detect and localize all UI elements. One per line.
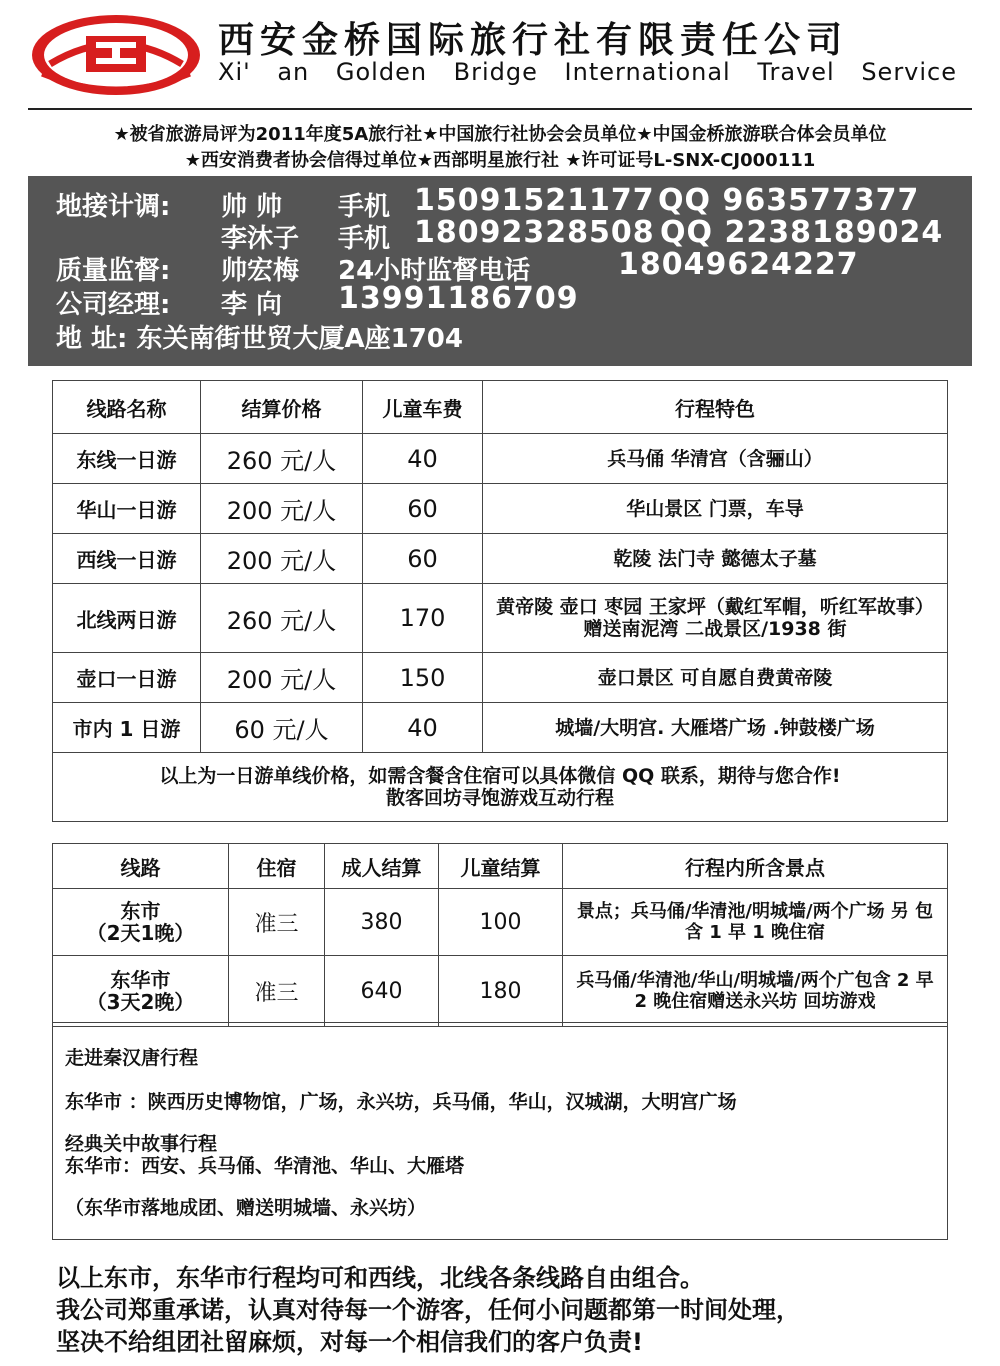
footer-statement [56, 1262, 800, 1358]
credentials [28, 122, 972, 174]
header-divider [28, 108, 972, 110]
contact-panel [28, 176, 972, 366]
table-row [53, 703, 948, 753]
route-name [53, 956, 229, 1027]
table-row [53, 584, 948, 653]
mobile-label: 手机 [338, 192, 391, 222]
credentials-line: ★被省旅游局评为2011年度5A旅行社★中国旅行社协会会员单位★中国金桥旅游联合体会员单位 [113, 124, 887, 145]
hotline-label: 24小时监督电话 [338, 256, 531, 286]
column-header: 线路名称 [53, 381, 201, 434]
route-title: 东华市 [110, 968, 171, 992]
price-note [53, 753, 948, 822]
route-spots: 景点；兵马俑/华清池/明城墙/两个广场 另 包含 1 早 1 晚住宿 [563, 889, 948, 956]
child-price: 100 [439, 889, 563, 956]
child-fare: 60 [363, 484, 483, 534]
qq-number: QQ 2238189024 [660, 215, 944, 250]
column-header: 行程内所含景点 [563, 844, 948, 889]
day-tours-table [52, 380, 948, 822]
company-name-cn: 西安金桥国际旅行社有限责任公司 [218, 20, 849, 61]
qq-number: QQ 963577377 [658, 183, 920, 218]
child-fare: 40 [363, 703, 483, 753]
itinerary-title: 走进秦汉唐行程 [65, 1047, 199, 1069]
route-name: 北线两日游 [53, 584, 201, 653]
route-name: 壶口一日游 [53, 653, 201, 703]
table-header-row [53, 381, 948, 434]
local-label: 地接计调: [56, 192, 171, 222]
column-header: 行程特色 [483, 381, 948, 434]
contact-name: 帅 帅 [221, 192, 283, 222]
route-name [53, 889, 229, 956]
manager-name: 李 向 [221, 290, 283, 320]
route-name: 西线一日游 [53, 534, 201, 584]
route-duration: （2天1晚） [86, 921, 195, 945]
manager-phone: 13991186709 [338, 281, 579, 316]
hotel-grade: 准三 [229, 956, 325, 1027]
route-price: 260 元/人 [201, 434, 363, 484]
adult-price: 640 [325, 956, 439, 1027]
itinerary-line: 东华市：西安、兵马俑、华清池、华山、大雁塔 [65, 1155, 465, 1177]
quality-label: 质量监督: [56, 256, 171, 286]
route-price: 200 元/人 [201, 484, 363, 534]
mobile-label: 手机 [338, 224, 391, 254]
table-row [53, 653, 948, 703]
table-row [53, 889, 948, 956]
mobile-number: 15091521177 [414, 183, 655, 218]
child-fare: 150 [363, 653, 483, 703]
route-feature: 乾陵 法门寺 懿德太子墓 [483, 534, 948, 584]
child-fare: 60 [363, 534, 483, 584]
itinerary-line: 东华市 ：陕西历史博物馆，广场，永兴坊，兵马俑，华山，汉城湖，大明宫广场 [65, 1091, 737, 1113]
route-feature: 华山景区 门票，车导 [483, 484, 948, 534]
table-row [53, 534, 948, 584]
contact-name: 李沐子 [221, 224, 300, 254]
column-header: 成人结算 [325, 844, 439, 889]
table-header-row [53, 844, 948, 889]
company-logo [28, 12, 204, 98]
table-row [53, 956, 948, 1027]
column-header: 儿童车费 [363, 381, 483, 434]
price-note-line: 散客回坊寻饱游戏互动行程 [385, 787, 614, 809]
itinerary-title: 经典关中故事行程 [65, 1133, 218, 1155]
footer-line: 以上东市，东华市行程均可和西线，北线各条线路自由组合。 [56, 1264, 704, 1292]
itinerary-line: （东华市落地成团、赠送明城墙、永兴坊） [65, 1197, 427, 1219]
column-header: 儿童结算 [439, 844, 563, 889]
route-feature: 黄帝陵 壶口 枣园 王家坪（戴红军帽，听红军故事）赠送南泥湾 二战景区/1938 街 [483, 584, 948, 653]
hotel-grade: 准三 [229, 889, 325, 956]
footer-line: 坚决不给组团社留麻烦，对每一个相信我们的客户负责! [56, 1328, 643, 1356]
hotline-number: 18049624227 [618, 247, 859, 282]
route-price: 200 元/人 [201, 534, 363, 584]
manager-label: 公司经理: [56, 290, 171, 320]
route-spots: 兵马俑/华清池/华山/明城墙/两个广包含 2 早 2 晚住宿赠送永兴坊 回坊游戏 [563, 956, 948, 1027]
route-duration: （3天2晚） [86, 990, 195, 1014]
child-fare: 40 [363, 434, 483, 484]
footer-line: 我公司郑重承诺，认真对待每一个游客，任何小问题都第一时间处理， [56, 1296, 800, 1324]
route-feature: 城墙/大明宫. 大雁塔广场 .钟鼓楼广场 [483, 703, 948, 753]
route-price: 200 元/人 [201, 653, 363, 703]
route-name: 东线一日游 [53, 434, 201, 484]
mobile-number: 18092328508 [414, 215, 655, 250]
adult-price: 380 [325, 889, 439, 956]
price-note-line: 以上为一日游单线价格，如需含餐含住宿可以具体微信 QQ 联系，期待与您合作! [159, 765, 841, 787]
multi-day-table [52, 843, 948, 1027]
route-price: 60 元/人 [201, 703, 363, 753]
table-row [53, 484, 948, 534]
child-price: 180 [439, 956, 563, 1027]
table-note-row [53, 753, 948, 822]
address: 地 址: 东关南街世贸大厦A座1704 [56, 324, 463, 354]
route-price: 260 元/人 [201, 584, 363, 653]
route-feature: 壶口景区 可自愿自费黄帝陵 [483, 653, 948, 703]
column-header: 线路 [53, 844, 229, 889]
route-name: 华山一日游 [53, 484, 201, 534]
company-name-en: Xi' an Golden Bridge International Travel Service [218, 58, 958, 86]
credentials-line: ★西安消费者协会信得过单位★西部明星旅行社 ★许可证号L-SNX-CJ000111 [184, 150, 816, 171]
quality-name: 帅宏梅 [221, 256, 300, 286]
route-name: 市内 1 日游 [53, 703, 201, 753]
route-title: 东市 [120, 899, 161, 923]
column-header: 结算价格 [201, 381, 363, 434]
route-feature: 兵马俑 华清宫（含骊山） [483, 434, 948, 484]
itinerary-notes [52, 1022, 948, 1240]
column-header: 住宿 [229, 844, 325, 889]
table-row [53, 434, 948, 484]
child-fare: 170 [363, 584, 483, 653]
